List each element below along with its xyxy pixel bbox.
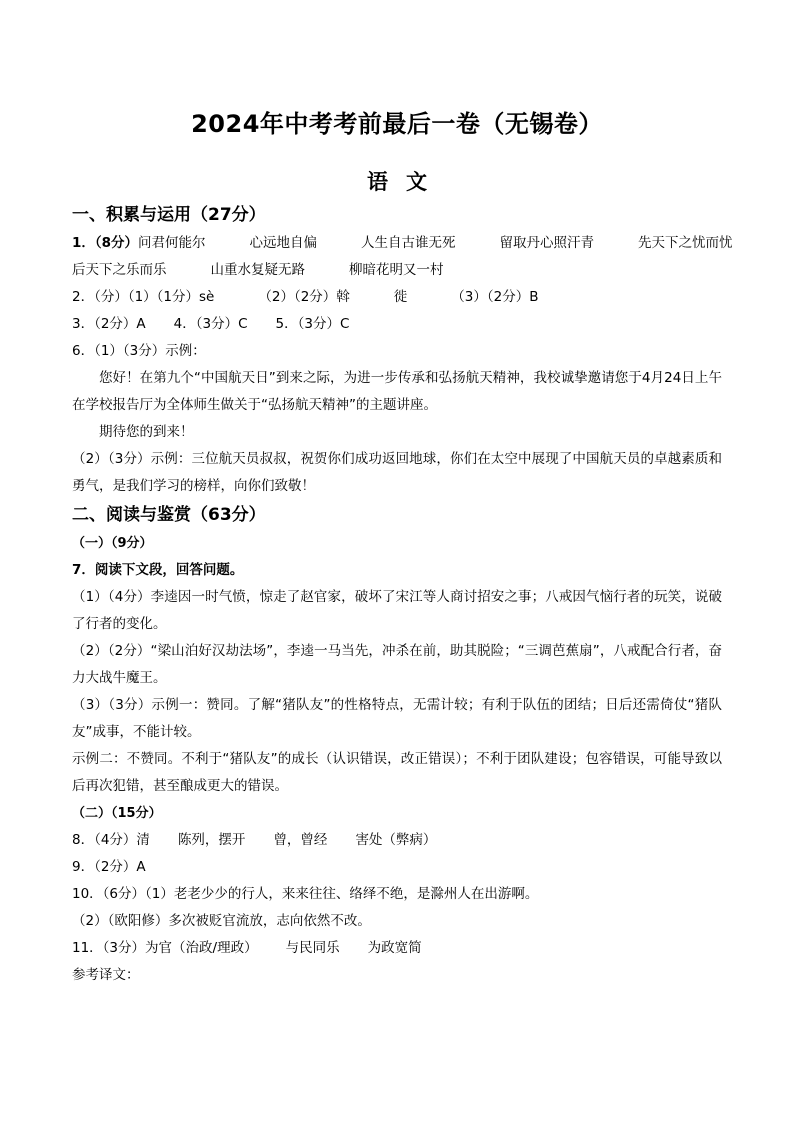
q7-head: 7．阅读下文段，回答问题。 — [72, 562, 244, 578]
q3-answer: 3．（2分）A — [72, 316, 146, 332]
q1-answer: 人生自古谁无死 — [361, 235, 456, 251]
part1-label: （一）（9分） — [72, 536, 153, 551]
q1-answer: 柳暗花明又一村 — [349, 262, 444, 278]
q8-part: 陈列，摆开 — [177, 832, 246, 848]
q11-part: 与民同乐 — [285, 940, 340, 956]
q1-answer: 问君何能尔 — [138, 235, 206, 251]
q1-answer: 后天下之乐而乐 — [72, 262, 167, 278]
q10-line-1: 10．（6分）（1）老老少少的行人，来来往往、络绎不绝，是滁州人在出游啊。 — [72, 886, 539, 902]
q7-answer-3: （3）（3分）示例一：赞同。了解“猪队友”的性格特点，无需计较；有利于队伍的团结；日后还需倚仗“猪队友”成事，不能计较。 — [72, 697, 722, 740]
q7-answer-1: （1）（4分）李逵因一时气愤，惊走了赵官家，破坏了宋江等人商讨招安之事；八戒因气恼行者的玩笑，说破了行者的变化。 — [72, 589, 722, 632]
q5-answer: 5．（3分）C — [275, 316, 350, 332]
q2-part: 2．（分）（1）（1分）sè — [72, 289, 215, 305]
section2-heading: 二、阅读与鉴赏（63分） — [72, 505, 266, 525]
q8-part: 曾，曾经 — [273, 832, 328, 848]
part2-label: （二）（15分） — [72, 806, 162, 821]
q4-answer: 4．（3分）C — [173, 316, 248, 332]
q6-paragraph-1: 您好！在第九个“中国航天日”到来之际，为进一步传承和弘扬航天精神，我校诚挚邀请您于4月24日上午在学校报告厅为全体师生做关于“弘扬航天精神”的主题讲座。 — [72, 370, 722, 413]
document-body — [72, 200, 733, 989]
q1-number: 1．（8分） — [72, 235, 139, 251]
q2-line — [72, 284, 722, 311]
q7-answer-2: （2）（2分）“梁山泊好汉劫法场”，李逵一马当先，冲杀在前，助其脱险；“三调芭蕉扇”，八戒配合行者，奋力大战牛魔王。 — [72, 643, 722, 686]
subject-title: 语文 — [367, 170, 445, 194]
q6-paragraph-2: 期待您的到来！ — [99, 424, 194, 440]
q1-line1 — [72, 230, 733, 257]
q3-q5-line — [72, 311, 722, 338]
q1-answer: 留取丹心照汗青 — [499, 235, 595, 251]
q2-part: （2）（2分）斡 — [258, 289, 350, 305]
q1-answer: 心远地自偏 — [249, 235, 318, 251]
page-title: 2024年中考考前最后一卷（无锡卷） — [191, 110, 603, 138]
q8-line — [72, 827, 722, 854]
q11-part: 为政宽简 — [367, 940, 422, 956]
q10-line-2: （2）（欧阳修）多次被贬官流放，志向依然不改。 — [72, 913, 371, 929]
q7-answer-4: 示例二：不赞同。不利于“猪队友”的成长（认识错误，改正错误）；不利于团队建设；包容错误，可能导致以后再次犯错，甚至酿成更大的错误。 — [72, 751, 722, 794]
q6-paragraph-3: （2）（3分）示例：三位航天员叔叔，祝贺你们成功返回地球，你们在太空中展现了中国航天员的卓越素质和勇气，是我们学习的榜样，向你们致敬！ — [72, 451, 722, 494]
q11-part: 11．（3分）为官（治政/理政） — [72, 940, 258, 956]
q8-part: 8．（4分）清 — [72, 832, 150, 848]
q1-answer: 先天下之忧而忧 — [638, 235, 733, 251]
q2-part: （3）（2分）B — [451, 289, 539, 305]
q8-part: 害处（弊病） — [355, 832, 437, 848]
section1-heading: 一、积累与运用（27分） — [72, 205, 266, 225]
q1-answer: 山重水复疑无路 — [210, 262, 305, 278]
q11-line — [72, 935, 722, 962]
reference-translation-label: 参考译文： — [72, 967, 140, 983]
q9-line: 9．（2分）A — [72, 859, 146, 875]
q1-line2 — [72, 257, 722, 284]
q6-head: 6．（1）（3分）示例： — [72, 343, 206, 359]
q2-part: 徙 — [393, 289, 408, 305]
